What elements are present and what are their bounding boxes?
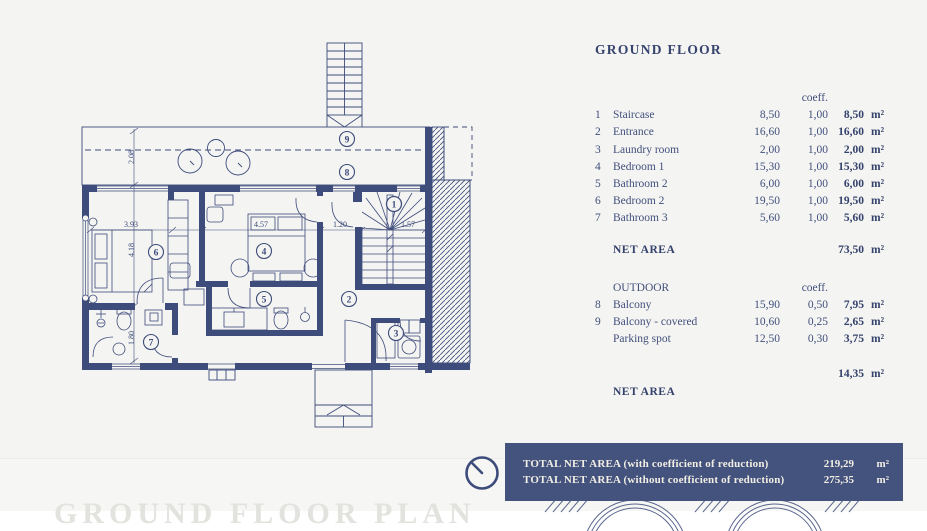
unit-label: m² xyxy=(871,177,885,190)
table-row xyxy=(595,107,895,124)
banner-row xyxy=(505,474,903,486)
dim-bath3-height: 1.80 xyxy=(127,331,136,345)
bed-room6 xyxy=(89,218,152,303)
bathroom2-fixtures xyxy=(209,307,310,330)
unit-label: m² xyxy=(871,316,885,329)
net-area-row xyxy=(595,242,895,259)
unit-label: m² xyxy=(876,458,889,470)
row-number: 3 xyxy=(595,143,601,156)
room-coeff: 1,00 xyxy=(807,212,828,225)
table-row xyxy=(595,193,895,210)
room-coeff: 1,00 xyxy=(807,143,828,156)
table-row xyxy=(595,159,895,176)
room-net: 5,60 xyxy=(843,212,864,225)
room-name: Staircase xyxy=(613,109,655,122)
room-coeff: 0,25 xyxy=(807,316,828,329)
room-area: 12,50 xyxy=(754,333,780,346)
table-row xyxy=(595,210,895,227)
external-stair xyxy=(327,43,362,127)
unit-label: m² xyxy=(871,298,885,311)
room-number-7: 7 xyxy=(148,338,154,349)
page-title: GROUND FLOOR xyxy=(595,42,722,57)
dashed-outline xyxy=(444,127,472,180)
outdoor-subtotal-row xyxy=(595,366,895,383)
room-name: Entrance xyxy=(613,126,654,139)
row-number: 6 xyxy=(595,195,601,208)
unit-label: m² xyxy=(871,160,885,173)
dim-stair-width: 1.57 xyxy=(401,220,415,229)
unit-label: m² xyxy=(871,143,885,156)
room-net: 3,75 xyxy=(843,333,864,346)
dim-hall-width: 1.20 xyxy=(333,220,347,229)
room-net: 16,60 xyxy=(838,126,864,139)
room-name: Balcony - covered xyxy=(613,316,698,329)
plant-icons xyxy=(178,140,250,176)
outdoor-subtotal-value: 14,35 xyxy=(838,368,864,381)
dim-room4-width: 4.57 xyxy=(254,220,268,229)
room-net: 19,50 xyxy=(838,195,864,208)
room-net: 2,65 xyxy=(843,316,864,329)
row-number xyxy=(595,331,613,348)
room-name: Bedroom 1 xyxy=(613,160,665,173)
room-coeff: 0,50 xyxy=(807,298,828,311)
unit-label: m² xyxy=(871,126,885,139)
side-step xyxy=(209,370,235,380)
dim-room6-height: 4.18 xyxy=(127,243,136,257)
room-coeff: 0,30 xyxy=(807,333,828,346)
net-area-label: NET AREA xyxy=(613,243,676,256)
table-row xyxy=(595,297,895,314)
total-net-area-banner xyxy=(505,443,903,501)
outdoor-label: OUTDOOR xyxy=(613,281,670,294)
room-coeff: 1,00 xyxy=(807,177,828,190)
room-number-4: 4 xyxy=(261,247,267,258)
room-area: 16,60 xyxy=(754,126,780,139)
room-coeff: 1,00 xyxy=(807,160,828,173)
room-number-6: 6 xyxy=(153,248,159,259)
unit-label: m² xyxy=(871,243,885,256)
room-number-9: 9 xyxy=(344,135,350,146)
room-area: 6,00 xyxy=(759,177,780,190)
unit-label: m² xyxy=(871,212,885,225)
unit-label: m² xyxy=(871,368,885,381)
outdoor-header-row xyxy=(595,280,895,297)
room-net: 15,30 xyxy=(838,160,864,173)
table-row xyxy=(595,176,895,193)
row-number: 2 xyxy=(595,126,601,139)
room-name: Balcony xyxy=(613,298,652,311)
total-value: 275,35 xyxy=(823,474,854,486)
room-name: Bathroom 2 xyxy=(613,177,668,190)
room-net: 8,50 xyxy=(843,109,864,122)
page-watermark-title: GROUND FLOOR PLAN xyxy=(54,497,476,530)
row-number: 9 xyxy=(595,316,601,329)
room-area: 15,90 xyxy=(754,298,780,311)
room-area: 15,30 xyxy=(754,160,780,173)
clock-icon xyxy=(462,452,502,492)
net-area-label: NET AREA xyxy=(613,385,676,398)
room-area: 8,50 xyxy=(759,109,780,122)
room-number-1: 1 xyxy=(391,200,397,211)
row-number: 1 xyxy=(595,109,601,122)
table-row xyxy=(595,314,895,331)
table-header-row xyxy=(595,90,895,107)
room-coeff: 1,00 xyxy=(807,109,828,122)
row-number: 7 xyxy=(595,212,601,225)
floor-plan xyxy=(0,0,520,450)
room-net: 7,95 xyxy=(843,298,864,311)
total-label: TOTAL NET AREA (with coefficient of reduction) xyxy=(523,458,769,470)
room-number-5: 5 xyxy=(261,295,267,306)
hatched-structure xyxy=(432,127,470,363)
room-area: 19,50 xyxy=(754,195,780,208)
table-row xyxy=(595,124,895,141)
room-coeff: 1,00 xyxy=(807,126,828,139)
dim-room6-width: 3.93 xyxy=(124,220,138,229)
room-number-markers xyxy=(144,132,404,350)
total-value: 219,29 xyxy=(823,458,854,470)
area-table xyxy=(595,90,895,401)
coeff-header: coeff. xyxy=(801,281,828,294)
room-name: Parking spot xyxy=(613,333,671,346)
guilloche-pattern xyxy=(505,500,905,510)
room-area: 2,00 xyxy=(759,143,780,156)
room-area: 10,60 xyxy=(754,316,780,329)
table-row xyxy=(595,142,895,159)
net-area-value: 73,50 xyxy=(838,243,864,256)
banner-row xyxy=(505,458,903,470)
row-number: 4 xyxy=(595,160,601,173)
room-net: 6,00 xyxy=(843,177,864,190)
wardrobe xyxy=(168,200,204,305)
room-name: Bedroom 2 xyxy=(613,195,665,208)
unit-label: m² xyxy=(876,474,889,486)
outdoor-net-area-row xyxy=(595,384,895,401)
unit-label: m² xyxy=(871,195,885,208)
total-label: TOTAL NET AREA (without coefficient of reduction) xyxy=(523,474,785,486)
table-row xyxy=(595,331,895,348)
room-coeff: 1,00 xyxy=(807,195,828,208)
coeff-header: coeff. xyxy=(801,92,828,104)
room-number-3: 3 xyxy=(393,329,399,340)
room-name: Bathroom 3 xyxy=(613,212,668,225)
room-name: Laundry room xyxy=(613,143,680,156)
row-number: 5 xyxy=(595,177,601,190)
dim-balcony-depth: 2.08 xyxy=(127,150,136,164)
entry-porch xyxy=(315,370,372,427)
unit-label: m² xyxy=(871,333,885,346)
room-area: 5,60 xyxy=(759,212,780,225)
row-number: 8 xyxy=(595,298,601,311)
bed-room4 xyxy=(170,195,322,281)
room-number-8: 8 xyxy=(344,168,350,179)
room-net: 2,00 xyxy=(843,143,864,156)
unit-label: m² xyxy=(871,109,885,122)
room-number-2: 2 xyxy=(346,295,352,306)
